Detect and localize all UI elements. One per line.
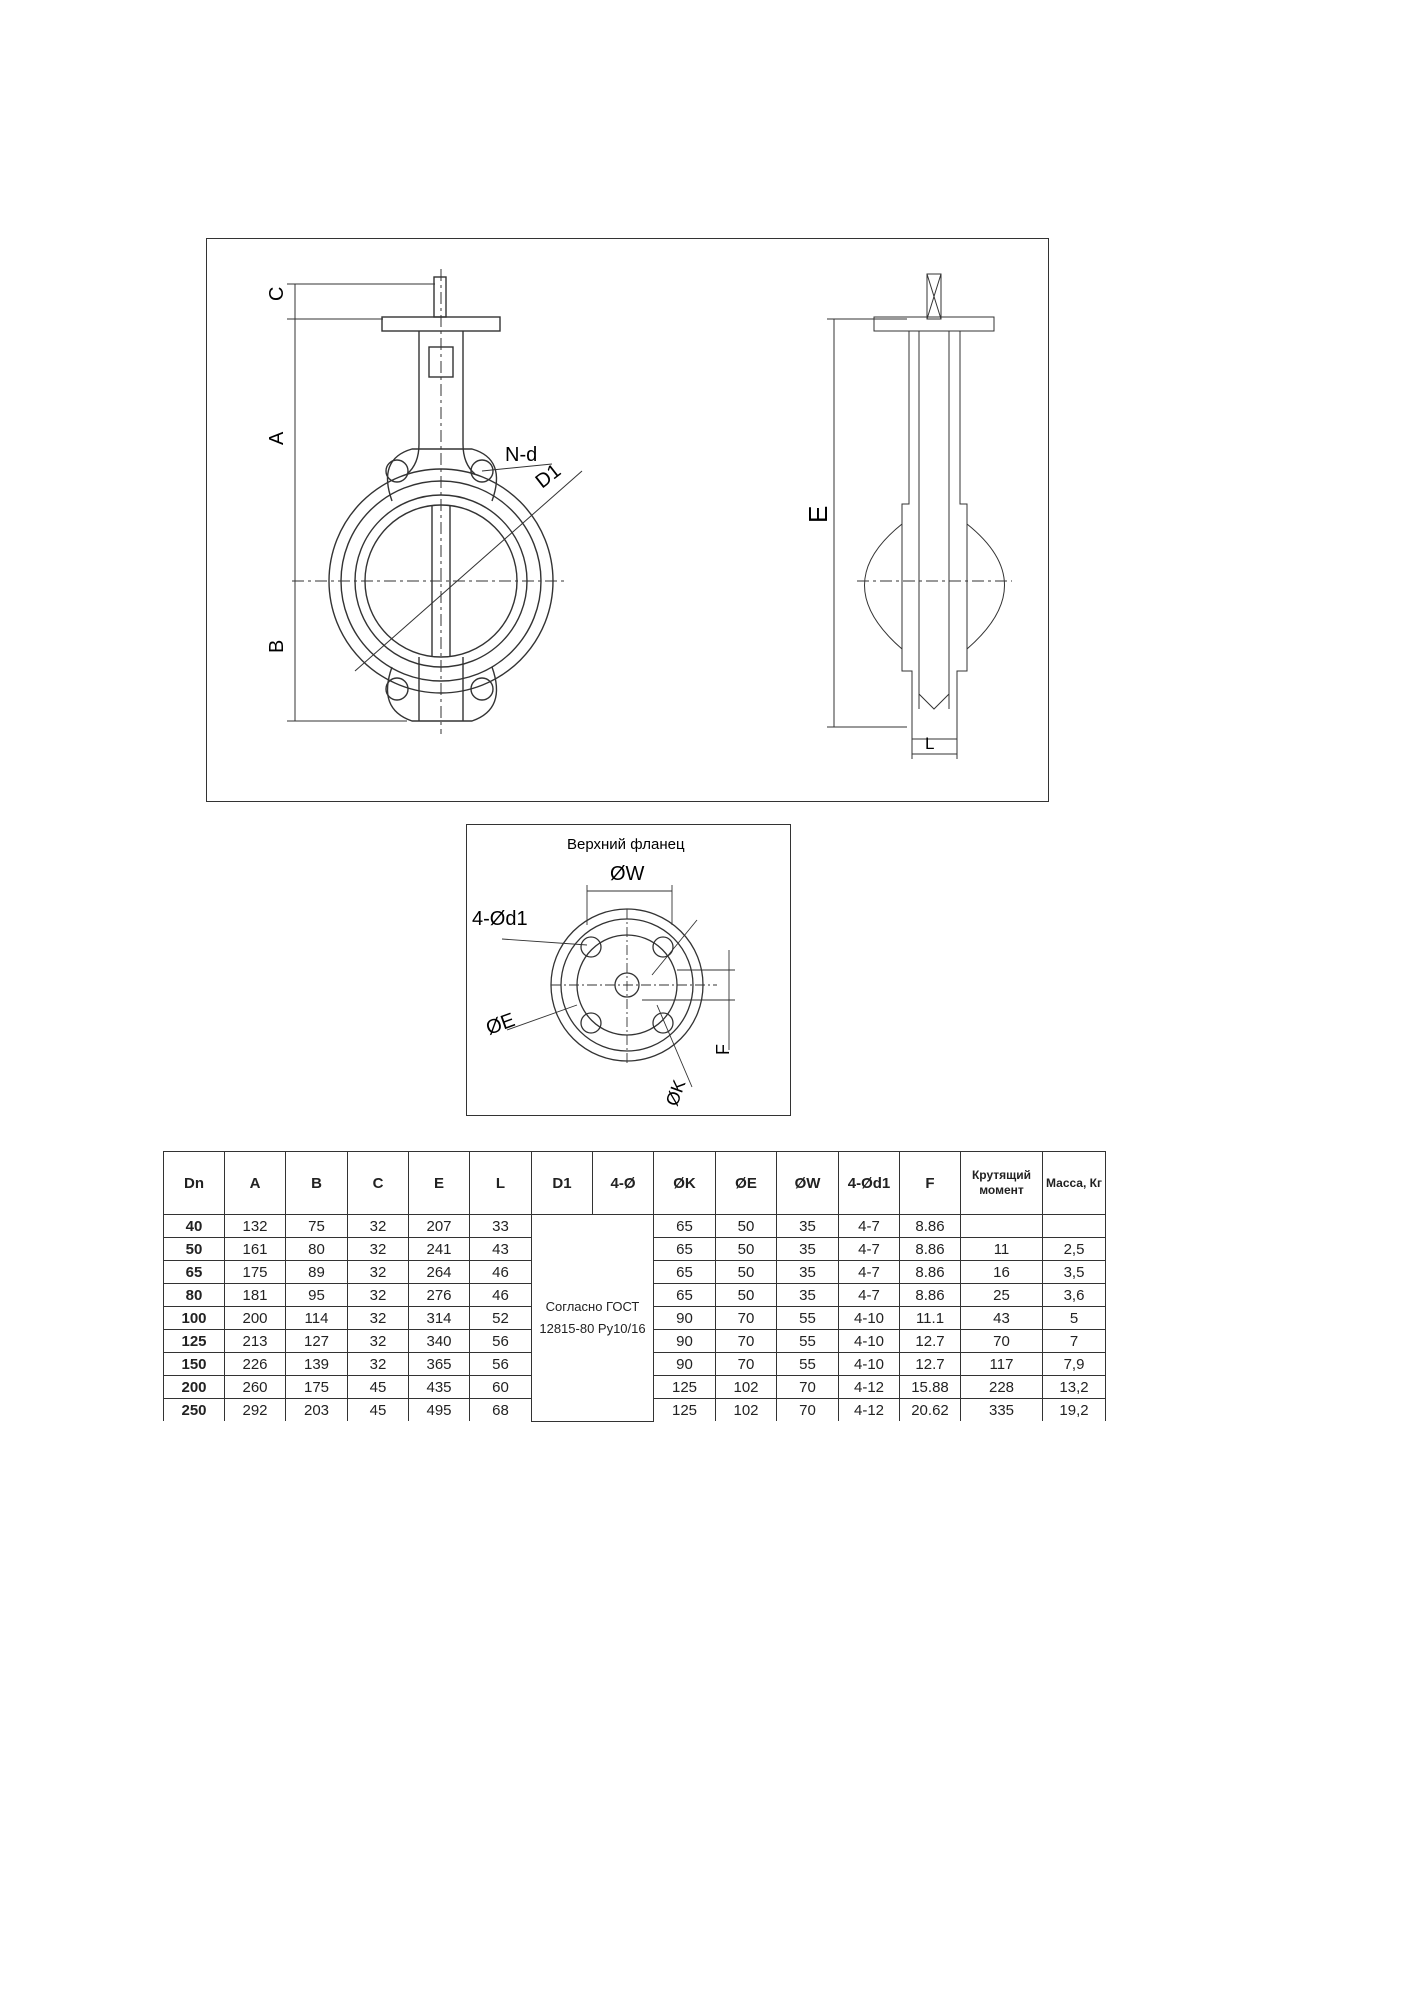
gost-line2: 12815-80 Ру10/16 [539,1320,646,1336]
flange-d1: 4-Ød1 [472,908,528,930]
col-header: A [225,1152,286,1215]
col-header: D1 [532,1152,593,1215]
dim-nd: N-d [505,444,538,466]
cell: 125 [654,1376,716,1399]
cell: 127 [286,1330,348,1353]
cell: 207 [409,1215,470,1238]
col-header: ØK [654,1152,716,1215]
col-header: ØE [716,1152,777,1215]
cell-dn: 65 [164,1261,225,1284]
cell: 4-10 [839,1307,900,1330]
cell: 90 [654,1330,716,1353]
cell: 56 [470,1330,532,1353]
flange-title: Верхний фланец [567,836,685,853]
cell: 19,2 [1043,1399,1106,1422]
cell: 335 [961,1399,1043,1422]
cell: 4-7 [839,1261,900,1284]
col-header: 4-Ø [593,1152,654,1215]
cell: 228 [961,1376,1043,1399]
col-header: Масса, Кг [1043,1152,1106,1215]
cell: 65 [654,1215,716,1238]
cell: 13,2 [1043,1376,1106,1399]
cell: 43 [961,1307,1043,1330]
cell: 25 [961,1284,1043,1307]
cell-dn: 50 [164,1238,225,1261]
bolt-hole [581,1013,601,1033]
cell [1043,1215,1106,1238]
cell: 102 [716,1399,777,1422]
cell: 70 [777,1376,839,1399]
cell: 55 [777,1353,839,1376]
cell: 314 [409,1307,470,1330]
cell: 102 [716,1376,777,1399]
cell: 65 [654,1284,716,1307]
col-header: ØW [777,1152,839,1215]
flange-drawing-frame [466,824,791,1116]
cell: 7 [1043,1330,1106,1353]
cell: 7,9 [1043,1353,1106,1376]
cell: 175 [225,1261,286,1284]
cell: 50 [716,1238,777,1261]
cell: 70 [961,1330,1043,1353]
cell: 4-10 [839,1330,900,1353]
cell: 181 [225,1284,286,1307]
cell: 8.86 [900,1261,961,1284]
cell: 8.86 [900,1215,961,1238]
cell-dn: 150 [164,1353,225,1376]
valve-drawing [207,239,1047,800]
cell-dn: 200 [164,1376,225,1399]
cell: 4-7 [839,1238,900,1261]
valve-drawing-frame [206,238,1049,802]
bolt-hole [653,1013,673,1033]
cell: 50 [716,1215,777,1238]
cell: 365 [409,1353,470,1376]
gost-note [532,1215,654,1422]
cell: 50 [716,1284,777,1307]
cell: 56 [470,1353,532,1376]
cell: 435 [409,1376,470,1399]
cell: 200 [225,1307,286,1330]
cell: 161 [225,1238,286,1261]
cell: 276 [409,1284,470,1307]
cell: 12.7 [900,1330,961,1353]
cell: 33 [470,1215,532,1238]
cell: 65 [654,1261,716,1284]
cell: 35 [777,1238,839,1261]
col-header: 4-Ød1 [839,1152,900,1215]
cell: 4-12 [839,1399,900,1422]
cell [961,1215,1043,1238]
cell: 264 [409,1261,470,1284]
cell: 43 [470,1238,532,1261]
table-row [164,1215,1106,1238]
cell: 203 [286,1399,348,1422]
cell: 4-10 [839,1353,900,1376]
dim-c: C [266,286,288,301]
cell: 32 [348,1330,409,1353]
cell: 75 [286,1215,348,1238]
cell: 45 [348,1376,409,1399]
flange-drawing [467,825,789,1114]
dim-e: E [803,505,833,523]
col-header: Dn [164,1152,225,1215]
cell: 260 [225,1376,286,1399]
cell: 32 [348,1284,409,1307]
cell: 292 [225,1399,286,1422]
cell: 46 [470,1284,532,1307]
col-header: L [470,1152,532,1215]
table-header-row [164,1152,1106,1215]
cell: 35 [777,1261,839,1284]
cell: 50 [716,1261,777,1284]
bolt-hole [581,937,601,957]
cell: 70 [716,1307,777,1330]
cell: 213 [225,1330,286,1353]
stem [434,277,446,317]
cell: 340 [409,1330,470,1353]
cell: 495 [409,1399,470,1422]
cell: 4-7 [839,1284,900,1307]
cell-dn: 250 [164,1399,225,1422]
cell: 32 [348,1238,409,1261]
cell: 60 [470,1376,532,1399]
cell: 241 [409,1238,470,1261]
bolt-hole [653,937,673,957]
cell: 90 [654,1307,716,1330]
cell: 55 [777,1330,839,1353]
cell: 114 [286,1307,348,1330]
flange-k: ØK [661,1077,690,1109]
cell: 5 [1043,1307,1106,1330]
dim-b: B [266,639,288,653]
dim-d1: D1 [531,459,566,493]
cell: 80 [286,1238,348,1261]
cell: 32 [348,1261,409,1284]
cell: 132 [225,1215,286,1238]
cell-dn: 40 [164,1215,225,1238]
cell: 15.88 [900,1376,961,1399]
col-header: E [409,1152,470,1215]
side-disc [865,524,1005,649]
cell: 55 [777,1307,839,1330]
cell: 70 [716,1353,777,1376]
col-header: Крутящий момент [961,1152,1043,1215]
cell: 90 [654,1353,716,1376]
cell: 70 [777,1399,839,1422]
col-header: B [286,1152,348,1215]
col-header: F [900,1152,961,1215]
dim-a: A [266,431,288,445]
cell: 3,6 [1043,1284,1106,1307]
cell: 70 [716,1330,777,1353]
cell: 32 [348,1307,409,1330]
cell-dn: 125 [164,1330,225,1353]
cell: 35 [777,1284,839,1307]
cell: 11 [961,1238,1043,1261]
cell: 226 [225,1353,286,1376]
cell: 117 [961,1353,1043,1376]
cell: 175 [286,1376,348,1399]
cell: 35 [777,1215,839,1238]
flange-e: ØE [483,1009,518,1040]
lower-lug [388,667,497,721]
cell-dn: 80 [164,1284,225,1307]
cell: 68 [470,1399,532,1422]
cell: 89 [286,1261,348,1284]
cell: 4-7 [839,1215,900,1238]
cell: 8.86 [900,1284,961,1307]
cell: 45 [348,1399,409,1422]
cell: 2,5 [1043,1238,1106,1261]
cell: 12.7 [900,1353,961,1376]
cell: 4-12 [839,1376,900,1399]
cell: 32 [348,1353,409,1376]
cell: 11.1 [900,1307,961,1330]
cell: 3,5 [1043,1261,1106,1284]
cell: 46 [470,1261,532,1284]
cell: 139 [286,1353,348,1376]
cell: 16 [961,1261,1043,1284]
cell: 20.62 [900,1399,961,1422]
flange-w: ØW [610,863,645,885]
cell-dn: 100 [164,1307,225,1330]
spec-table [163,1151,1106,1422]
gost-line1: Согласно ГОСТ [545,1298,640,1314]
cell: 52 [470,1307,532,1330]
dim-l: L [925,734,935,753]
cell: 95 [286,1284,348,1307]
cell: 32 [348,1215,409,1238]
cell: 65 [654,1238,716,1261]
flange-f: F [713,1044,733,1055]
cell: 125 [654,1399,716,1422]
cell: 8.86 [900,1238,961,1261]
col-header: C [348,1152,409,1215]
